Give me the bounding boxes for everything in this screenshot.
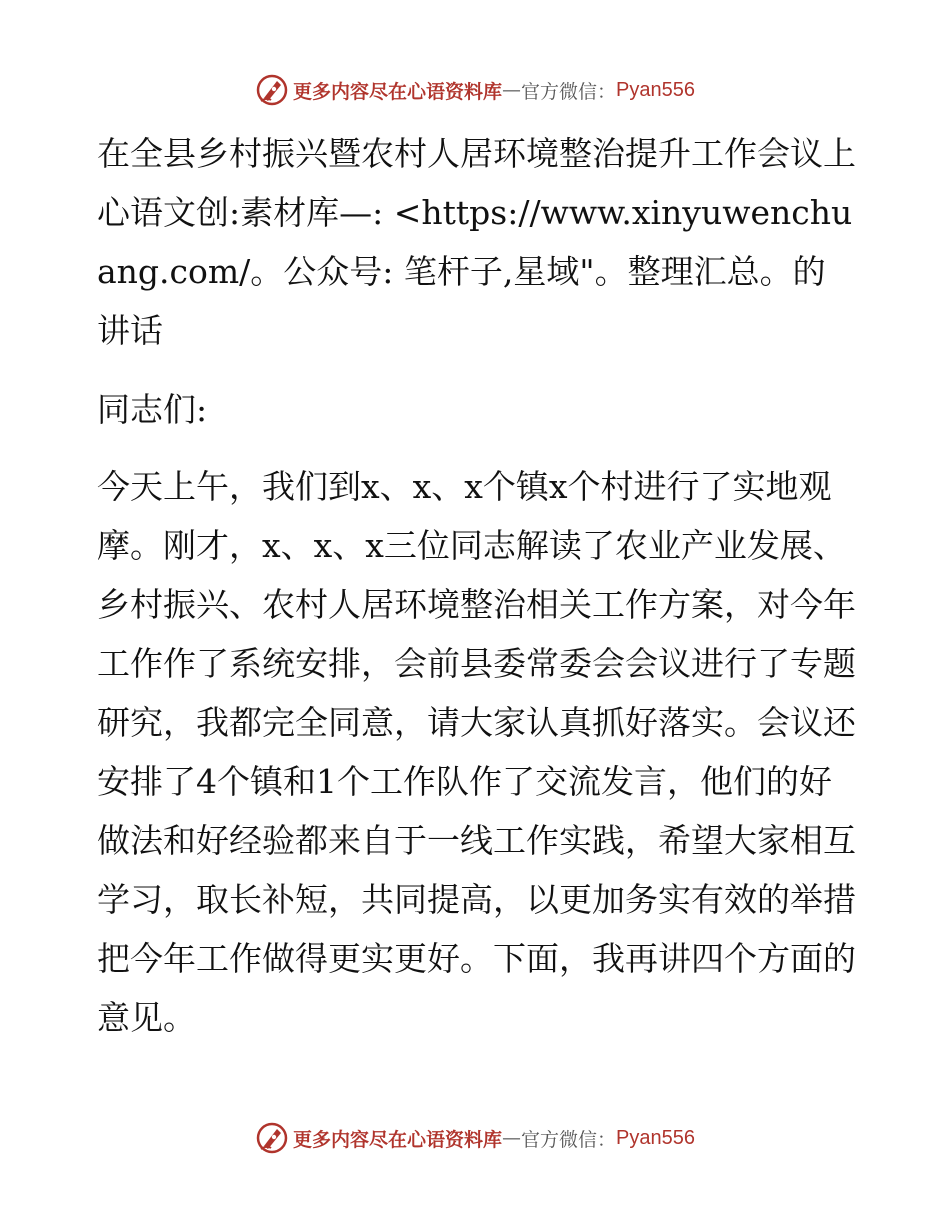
header-banner xyxy=(0,70,950,110)
salutation: 同志们: xyxy=(97,390,208,429)
document-body xyxy=(97,124,857,1065)
banner-wechat-id: Pyan556 xyxy=(616,78,695,101)
banner-wechat-label: 官方微信： xyxy=(521,80,617,103)
body-paragraph: 今天上午，我们到x、x、x个镇x个村进行了实地观摩。刚才，x、x、x三位同志解读了农业产业发展、乡村振兴、农村人居环境整治相关工作方案，对今年工作作了系统安排，会前县委常委会会议进行了专题研究，我都完全同意，请大家认真抓好落实。会议还安排了4个镇和1个工作队作了交流发言，他们的好做法和好经验都来自于一线工作实践，希望大家相互学习，取长补短，共同提高，以更加务实有效的举措把今年工作做得更实更好。下面，我再讲四个方面的意见。 xyxy=(97,467,856,1037)
footer-banner xyxy=(0,1118,950,1158)
banner-wechat-label: 官方微信： xyxy=(521,1128,617,1151)
banner-separator: — xyxy=(502,79,522,101)
banner-separator: — xyxy=(502,1127,522,1149)
pen-nib-logo-icon xyxy=(255,73,289,107)
pen-nib-logo-icon xyxy=(255,1121,289,1155)
banner-slogan: 更多内容尽在心语资料库 xyxy=(293,1128,503,1151)
document-title: 在全县乡村振兴暨农村人居环境整治提升工作会议上心语文创:素材库—: <https://www.xinyuwenchuang.com/。公众号: 笔杆子,星域"。整理汇总。的讲话 xyxy=(97,134,856,350)
banner-slogan: 更多内容尽在心语资料库 xyxy=(293,80,503,103)
banner-wechat-id: Pyan556 xyxy=(616,1126,695,1149)
